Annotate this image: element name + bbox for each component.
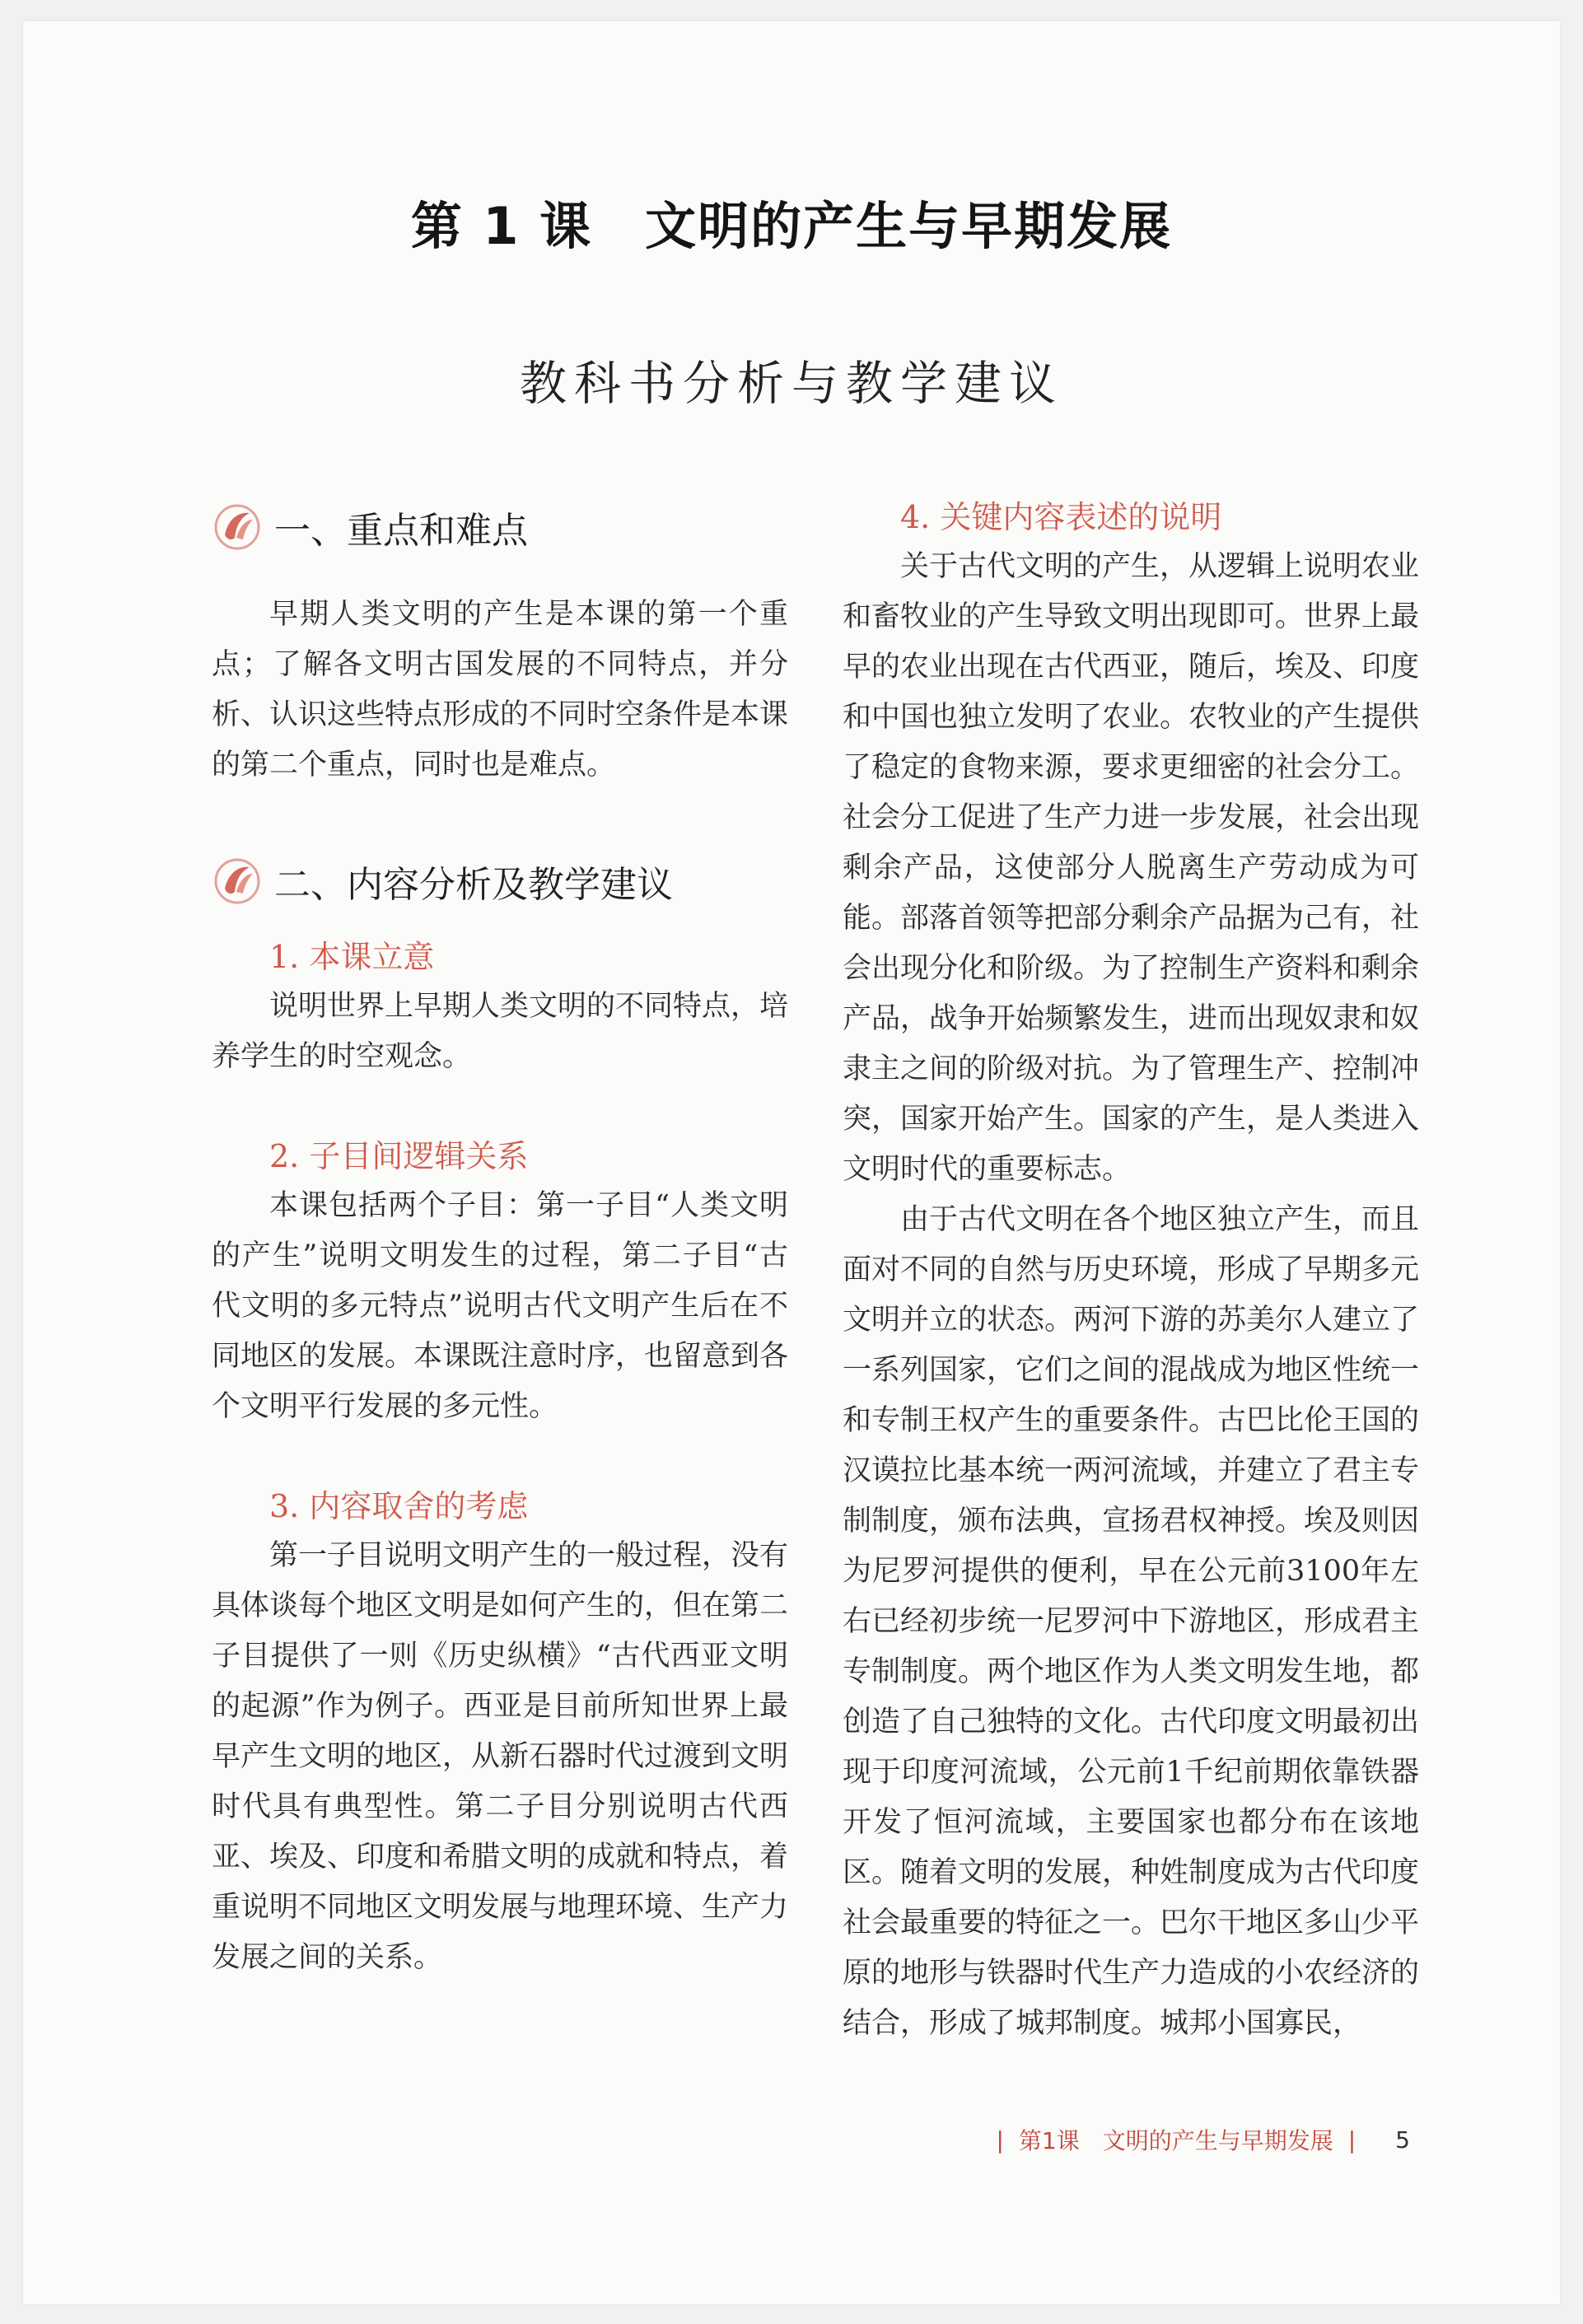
key-points-paragraph: 早期人类文明的产生是本课的第一个重点；了解各文明古国发展的不同特点，并分析、认识这些特点形成的不同时空条件是本课的第二个重点，同时也是难点。 xyxy=(212,598,789,782)
heading-key-points-label: 一、重点和难点 xyxy=(274,510,528,552)
footer-divider: | xyxy=(1347,2126,1357,2154)
subheading-key-content: 4. 关键内容表述的说明 xyxy=(900,499,1222,535)
key-content-paragraph-1: 关于古代文明的产生，从逻辑上说明农业和畜牧业的产生导致文明出现即可。世界上最早的农业出现在古代西亚，随后，埃及、印度和中国也独立发明了农业。农牧业的产生提供了稳定的食物来源，要求更细密的社会分工。社会分工促进了生产力进一步发展，社会出现剩余产品，这使部分人脱离生产劳动成为可能。部落首领等把部分剩余产品据为己有，社会出现分化和阶级。为了控制生产资料和剩余产品，战争开始频繁发生，进而出现奴隶和奴隶主之间的阶级对抗。为了管理生产、控制冲突，国家开始产生。国家的产生，是人类进入文明时代的重要标志。 xyxy=(843,550,1420,1186)
heading-content-analysis xyxy=(212,848,788,914)
subheading-logic: 2. 子目间逻辑关系 xyxy=(269,1138,529,1174)
footer-divider: | xyxy=(996,2126,1004,2154)
heading-key-points xyxy=(212,494,788,560)
left-column xyxy=(212,494,788,1983)
section-title: 教科书分析与教学建议 xyxy=(520,357,1063,411)
brush-stroke-icon xyxy=(212,502,263,553)
heading-content-analysis-label: 二、内容分析及教学建议 xyxy=(274,864,673,906)
lesson-title: 第 1 课 文明的产生与早期发展 xyxy=(410,196,1173,256)
key-content-paragraph-2: 由于古代文明在各个地区独立产生，而且面对不同的自然与历史环境，形成了早期多元文明并立的状态。两河下游的苏美尔人建立了一系列国家，它们之间的混战成为地区性统一和专制王权产生的重要条件。古巴比伦王国的汉谟拉比基本统一两河流域，并建立了君主专制制度，颁布法典，宣扬君权神授。埃及则因为尼罗河提供的便利，早在公元前3100年左右已经初步统一尼罗河中下游地区，形成君主专制制度。两个地区作为人类文明发生地，都创造了自己独特的文化。古代印度文明最初出现于印度河流域，公元前1千纪前期依靠铁器开发了恒河流域，主要国家也都分布在该地区。随着文明的发展，种姓制度成为古代印度社会最重要的特征之一。巴尔干地区多山少平原的地形与铁器时代生产力造成的小农经济的结合，形成了城邦制度。城邦小国寡民， xyxy=(843,1203,1420,2040)
subheading-lesson-purpose: 1. 本课立意 xyxy=(269,939,435,975)
footer-chapter: 第1课 文明的产生与早期发展 xyxy=(1018,2127,1333,2154)
page-number: 5 xyxy=(1395,2126,1410,2154)
lesson-purpose-paragraph: 说明世界上早期人类文明的不同特点，培养学生的时空观念。 xyxy=(212,990,789,1073)
right-column xyxy=(843,492,1419,2049)
brush-stroke-icon xyxy=(212,856,263,907)
logic-paragraph: 本课包括两个子目：第一子目“人类文明的产生”说明文明发生的过程，第二子目“古代文明的多元特点”说明古代文明产生后在不同地区的发展。本课既注意时序，也留意到各个文明平行发展的多元性。 xyxy=(212,1189,789,1423)
subheading-content-selection: 3. 内容取舍的考虑 xyxy=(269,1488,529,1524)
content-selection-paragraph: 第一子目说明文明产生的一般过程，没有具体谈每个地区文明是如何产生的，但在第二子目提供了一则《历史纵横》“古代西亚文明的起源”作为例子。西亚是目前所知世界上最早产生文明的地区，从新石器时代过渡到文明时代具有典型性。第二子目分别说明古代西亚、埃及、印度和希腊文明的成就和特点，着重说明不同地区文明发展与地理环境、生产力发展之间的关系。 xyxy=(212,1539,789,1974)
page-footer xyxy=(981,2123,1410,2156)
